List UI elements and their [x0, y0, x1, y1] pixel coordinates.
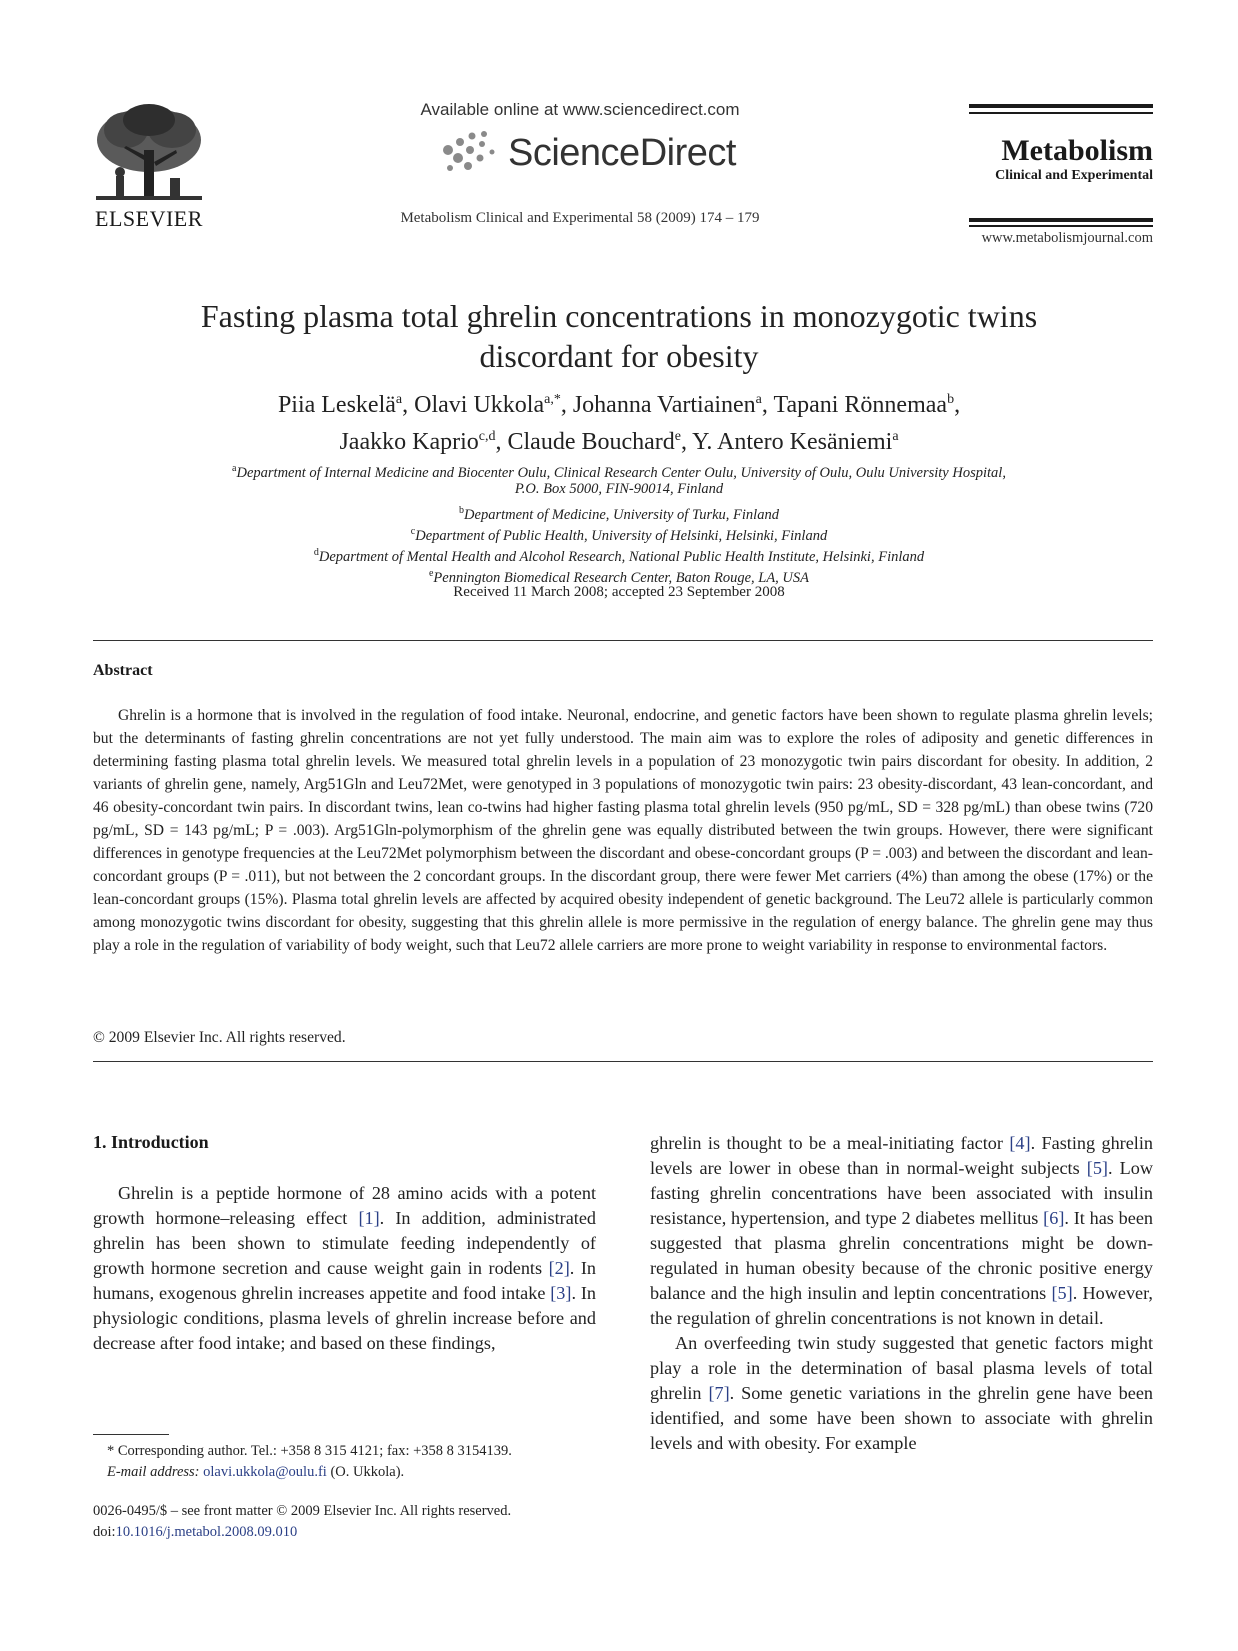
- abstract-bottom-rule: [93, 1061, 1153, 1062]
- article-title: Fasting plasma total ghrelin concentrations in monozygotic twins discordant for obesity: [200, 298, 1038, 374]
- text-run: ghrelin is thought to be a meal-initiating factor: [650, 1133, 1010, 1153]
- citation-link[interactable]: [6]: [1043, 1208, 1065, 1228]
- journal-subtitle: Clinical and Experimental: [995, 168, 1153, 183]
- body-column-left: [93, 1181, 596, 1356]
- text-run: Ghrelin is a peptide hormone of 28 amino acids with a potent growth hormone–releasing effect: [93, 1183, 596, 1228]
- text-run: . Low fasting ghrelin concentrations have been associated with insulin resistance, hypertension, and type 2 diabetes mellitus: [650, 1158, 1153, 1228]
- text-run: . It has been suggested that plasma ghrelin concentrations might be down-regulated in human obesity because of the chronic positive energy balance and the high insulin and leptin concentrations: [650, 1208, 1154, 1303]
- author: Olavi Ukkola: [414, 392, 545, 418]
- text-run: . In addition, administrated ghrelin has been shown to stimulate feeding independently of growth hormone secretion and cause weight gain in rodents: [93, 1208, 596, 1278]
- doi-link[interactable]: 10.1016/j.metabol.2008.09.010: [115, 1524, 298, 1540]
- header-rule-bottom-thin: [969, 225, 1153, 227]
- paragraph: [650, 1131, 1153, 1331]
- affiliation: $^c$Department of Public Health, University of Helsinki, Helsinki, Finland: [410, 526, 828, 544]
- citation-link[interactable]: [1]: [358, 1208, 380, 1228]
- header-rule-top: [969, 104, 1153, 108]
- author: Tapani Rönnemaa: [773, 392, 948, 418]
- corresponding-author-footnote: * Corresponding author. Tel.: +358 8 315 4121; fax: +358 8 3154139. E-mail address: olavi.ukkola@oulu.fi (O. Ukkola).: [107, 1443, 512, 1480]
- publisher-wordmark: ELSEVIER: [95, 206, 203, 231]
- text-run: . In humans, exogenous ghrelin increases appetite and food intake: [93, 1258, 596, 1303]
- journal-url[interactable]: www.metabolismjournal.com: [981, 230, 1153, 246]
- abstract-top-rule: [93, 640, 1153, 641]
- text-run: . Fasting ghrelin levels are lower in obese than in normal-weight subjects: [650, 1133, 1153, 1178]
- text-run: . In physiologic conditions, plasma levels of ghrelin increase before and decrease after food intake; and based on these findings,: [93, 1283, 596, 1353]
- citation-link[interactable]: [4]: [1009, 1133, 1031, 1153]
- issn-doi-block: 0026-0495/$ – see front matter © 2009 Elsevier Inc. All rights reserved. doi:10.1016/j.metabol.2008.09.010: [93, 1503, 512, 1540]
- email-link[interactable]: olavi.ukkola@oulu.fi: [203, 1464, 327, 1480]
- footnote-rule: [93, 1434, 169, 1435]
- body-column-right: [650, 1131, 1153, 1456]
- citation-link[interactable]: [5]: [1051, 1283, 1073, 1303]
- affiliation: $^b$Department of Medicine, University of Turku, Finland: [459, 505, 779, 523]
- citation-link[interactable]: [7]: [708, 1383, 730, 1403]
- sciencedirect-logo: [438, 128, 738, 180]
- paragraph: [93, 1181, 596, 1356]
- text-run: An overfeeding twin study suggested that genetic factors might play a role in the determination of basal plasma levels of total ghrelin: [650, 1333, 1153, 1403]
- citation-link[interactable]: [2]: [548, 1258, 570, 1278]
- affiliation: $^d$Department of Mental Health and Alcohol Research, National Public Health Institute, Helsinki, Finland: [313, 547, 925, 565]
- author: Piia Leskelä: [277, 392, 396, 418]
- abstract-body: Ghrelin is a hormone that is involved in the regulation of food intake. Neuronal, endocrine, and genetic factors have been shown to regulate plasma ghrelin levels; but the determinants of fasting ghrelin concentrations are not yet fully understood. The main aim was to explore the roles of adiposity and genetic differences in determining fasting plasma total ghrelin levels. We measured total ghrelin levels in a population of 23 monozygotic twin pairs discordant for obesity. In addition, 2 variants of ghrelin gene, namely, Arg51Gln and Leu72Met, were genotyped in 3 populations of monozygotic twin pairs: 23 obesity-discordant, 43 lean-concordant, and 46 obesity-concordant twin pairs. In discordant twins, lean co-twins had higher fasting plasma total ghrelin levels (950 pg/mL, SD = 328 pg/mL) than obese twins (720 pg/mL, SD = 143 pg/mL; P = .003). Arg51Gln-polymorphism of the ghrelin gene was equally distributed between the twin groups. However, there were significant differences in genotype frequencies at the Leu72Met polymorphism between the discordant and obese-concordant groups (P = .003) and between the discordant and lean-concordant groups (P = .011), but not between the 2 concordant groups. In the discordant group, there were fewer Met carriers (4%) than among the obese (17%) or the lean-concordant groups (15%). Plasma total ghrelin levels are affected by acquired obesity independent of genetic background. The Leu72 allele is particularly common among monozygotic twins discordant for obesity, suggesting that this ghrelin allele is more permissive in the regulation of energy balance. The ghrelin gene may thus play a role in the regulation of variability of body weight, such that Leu72 allele carriers are more prone to weight variability in response to environmental factors.: [93, 707, 1153, 954]
- citation-link[interactable]: [5]: [1086, 1158, 1108, 1178]
- author: Johanna Vartiainen: [572, 392, 756, 418]
- received-dates: Received 11 March 2008; accepted 23 September 2008: [453, 584, 785, 600]
- abstract-heading: Abstract: [93, 662, 153, 679]
- abstract-copyright: © 2009 Elsevier Inc. All rights reserved.: [93, 1029, 346, 1046]
- affiliation: P.O. Box 5000, FIN-90014, Finland: [514, 481, 724, 497]
- header-rule-bottom: [969, 218, 1153, 222]
- header-rule-top-thin: [969, 112, 1153, 114]
- journal-citation: Metabolism Clinical and Experimental 58 (2009) 174 – 179: [400, 210, 760, 226]
- section-heading-introduction: 1. Introduction: [93, 1132, 209, 1152]
- sciencedirect-dots-icon: [438, 128, 508, 180]
- text-run: . However, the regulation of ghrelin concentrations is not known in detail.: [650, 1283, 1153, 1328]
- paragraph: [650, 1331, 1153, 1456]
- citation-link[interactable]: [3]: [550, 1283, 572, 1303]
- author: Y. Antero Kesäniemi: [692, 429, 893, 455]
- author-list: Piia Leskelä$^a$, Olavi Ukkola$^{a,*}$, Johanna Vartiainen$^a$, Tapani Rönnemaa$^b$, Jaakko Kaprio$^{c,d}$, Claude Bouchard$^e$, Y. Antero Kesäniemi$^a$: [277, 392, 961, 455]
- author: Jaakko Kaprio: [339, 429, 479, 455]
- journal-title: Metabolism: [1001, 134, 1153, 167]
- sciencedirect-wordmark: ScienceDirect: [508, 132, 736, 174]
- affiliation: $^a$Department of Internal Medicine and Biocenter Oulu, Clinical Research Center Oulu, University of Oulu, Oulu University Hospital,: [232, 463, 1006, 481]
- affiliation: $^e$Pennington Biomedical Research Center, Baton Rouge, LA, USA: [428, 568, 810, 586]
- author: Claude Bouchard: [507, 429, 675, 455]
- text-run: . Some genetic variations in the ghrelin gene have been identified, and some have been shown to associate with ghrelin levels and with obesity. For example: [650, 1383, 1153, 1453]
